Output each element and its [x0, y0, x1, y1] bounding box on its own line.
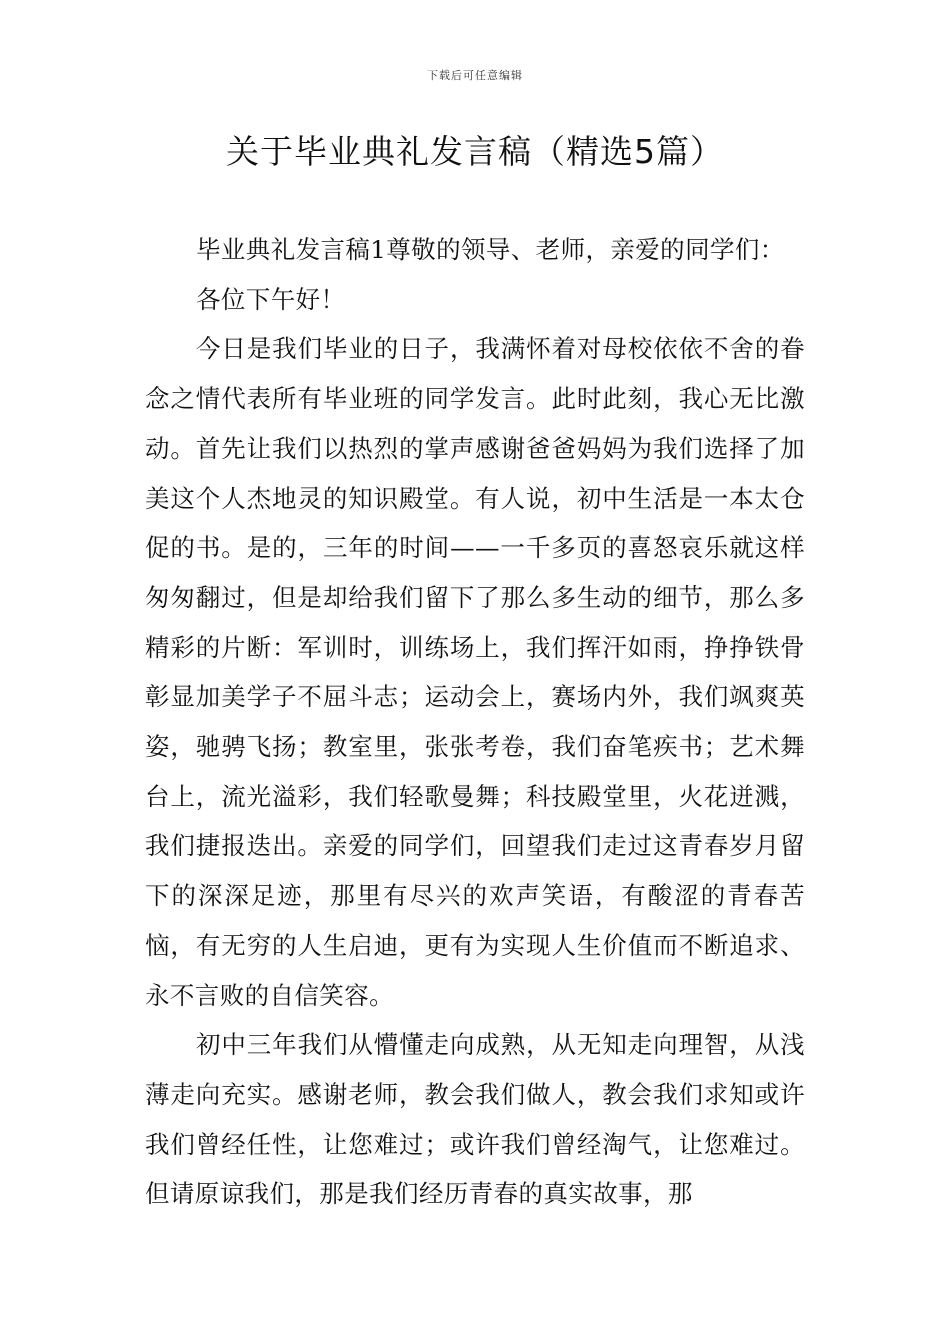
document-body: [145, 225, 805, 1219]
paragraph-main: 今日是我们毕业的日子，我满怀着对母校依依不舍的眷念之情代表所有毕业班的同学发言。此时此刻，我心无比激动。首先让我们以热烈的掌声感谢爸爸妈妈为我们选择了加美这个人杰地灵的知识殿堂。有人说，初中生活是一本太仓促的书。是的，三年的时间——一千多页的喜怒哀乐就这样匆匆翻过，但是却给我们留下了那么多生动的细节，那么多精彩的片断：军训时，训练场上，我们挥汗如雨，挣挣铁骨彰显加美学子不屈斗志；运动会上，赛场内外，我们飒爽英姿，驰骋飞扬；教室里，张张考卷，我们奋笔疾书；艺术舞台上，流光溢彩，我们轻歌曼舞；科技殿堂里，火花迸溅，我们捷报迭出。亲爱的同学们，回望我们走过这青春岁月留下的深深足迹，那里有尽兴的欢声笑语，有酸涩的青春苦恼，有无穷的人生启迪，更有为实现人生价值而不断追求、永不言败的自信笑容。: [145, 334, 805, 1010]
paragraph-salutation: 各位下午好！: [196, 284, 346, 314]
header-note: 下载后可任意编辑: [427, 69, 523, 82]
paragraph-greeting: 毕业典礼发言稿1尊敬的领导、老师，亲爱的同学们：: [196, 235, 785, 264]
paragraph-thanks: 初中三年我们从懵懂走向成熟，从无知走向理智，从浅薄走向充实。感谢老师，教会我们做人，教会我们求知或许我们曾经任性，让您难过；或许我们曾经淘气，让您难过。但请原谅我们，那是我们经历青春的真实故事，那: [145, 1030, 805, 1209]
document-title: 关于毕业典礼发言稿（精选5篇）: [226, 132, 724, 171]
